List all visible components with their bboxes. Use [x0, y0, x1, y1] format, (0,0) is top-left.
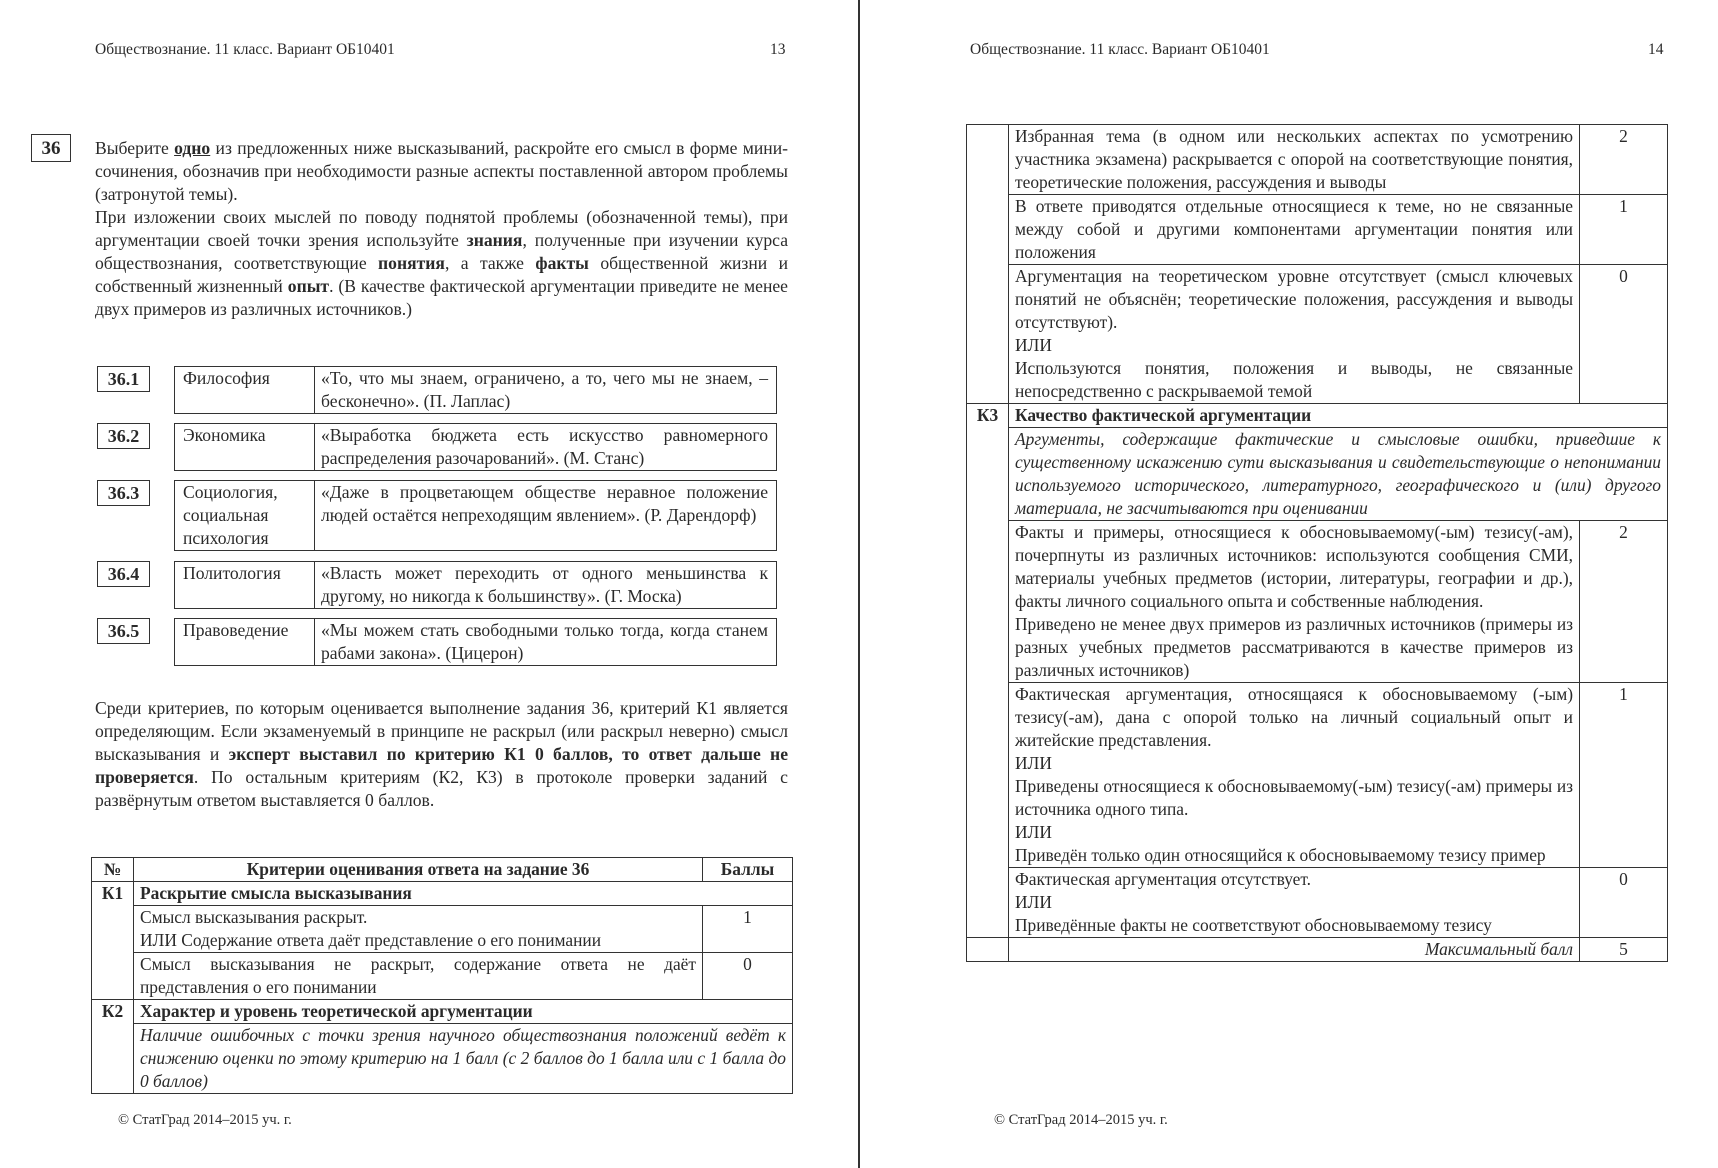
- criteria-intro: Среди критериев, по которым оценивается выполнение задания 36, критерий К1 является определяющим. Если экзаменуемый в принципе не раскрыл (или раскрыл неверно) смысл высказывания и эксперт выставил по критерию К1 0 баллов, то ответ дальше не проверяется. По остальным критериям (К2, К3) в протоколе проверки заданий с развёрнутым ответом выставляется 0 баллов.: [95, 698, 789, 810]
- criterion-score: 0: [703, 953, 793, 1000]
- option-quote: «Выработка бюджета есть искусство равномерного распределения разочарований». (М. Станс): [321, 425, 768, 468]
- criterion-title: Раскрытие смысла высказывания: [134, 882, 793, 906]
- criterion-score: 1: [1580, 683, 1668, 868]
- criterion-score: 1: [703, 906, 793, 953]
- option-quote: «Даже в процветающем обществе неравное положение людей остаётся непреходящим явлением». (Р. Дарендорф): [321, 482, 768, 525]
- col-title-header: Критерии оценивания ответа на задание 36: [134, 858, 703, 882]
- right-page-number: 14: [1648, 41, 1664, 58]
- col-score-header: Баллы: [703, 858, 793, 882]
- criterion-score: 2: [1580, 125, 1668, 195]
- criterion-row: Смысл высказывания не раскрыт, содержание ответа не даёт представления о его понимании: [134, 953, 703, 1000]
- criteria-table-right: [966, 124, 1668, 962]
- criterion-row: Избранная тема (в одном или нескольких аспектах по усмотрению участника экзамена) раскрывается с опорой на соответствующие понятия, теоретические положения, рассуждения и выводы: [1009, 125, 1580, 195]
- criterion-row: Фактическая аргументация отсутствует. ИЛИ Приведённые факты не соответствуют обосновываемому тезису: [1009, 868, 1580, 938]
- option-quote: «То, что мы знаем, ограничено, а то, чего мы не знаем, – бесконечно». (П. Лаплас): [321, 368, 768, 411]
- option-row: [174, 423, 777, 471]
- criterion-row: В ответе приводятся отдельные относящиеся к теме, но не связанные между собой и другими компонентами аргументации понятия или положения: [1009, 195, 1580, 265]
- criterion-row: Фактическая аргументация, относящаяся к обосновываемому (-ым) тезису(-ам), дана с опорой только на личный социальный опыт и житейские представления. ИЛИ Приведены относящиеся к обосновываемому(-ым) тезису(-ам) примеры из источника одного типа. ИЛИ Приведён только один относящийся к обосновываемому тезису пример: [1009, 683, 1580, 868]
- criterion-score: 1: [1580, 195, 1668, 265]
- criterion-row: Аргументация на теоретическом уровне отсутствует (смысл ключевых понятий не объяснён; теоретические положения, рассуждения и выводы отсутствуют). ИЛИ Используются понятия, положения и выводы, не связанные непосредственно с раскрываемой темой: [1009, 265, 1580, 404]
- left-header-title: Обществознание. 11 класс. Вариант ОБ10401: [95, 41, 395, 58]
- option-subject: Политология: [175, 562, 315, 608]
- option-row: [174, 480, 777, 551]
- option-subject: Социология, социальная психология: [175, 481, 315, 550]
- col-num-header: №: [92, 858, 134, 882]
- option-number: 36.3: [97, 480, 150, 506]
- option-quote: «Мы можем стать свободными только тогда, когда станем рабами закона». (Цицерон): [321, 620, 768, 663]
- task-number: 36: [31, 134, 71, 162]
- option-subject: Философия: [175, 367, 315, 413]
- criterion-score: 2: [1580, 521, 1668, 683]
- max-score-value: 5: [1580, 938, 1668, 962]
- criteria-table-left: [91, 857, 793, 1094]
- criterion-row: Смысл высказывания раскрыт. ИЛИ Содержание ответа даёт представление о его понимании: [134, 906, 703, 953]
- option-number: 36.1: [97, 366, 150, 392]
- criterion-title: Характер и уровень теоретической аргументации: [134, 1000, 793, 1024]
- left-footer: © СтатГрад 2014–2015 уч. г.: [118, 1112, 292, 1128]
- option-row: [174, 618, 777, 666]
- option-row: [174, 366, 777, 414]
- criterion-title: Качество фактической аргументации: [1009, 404, 1668, 428]
- task-instructions: Выберите одно из предложенных ниже высказываний, раскройте его смысл в форме мини-сочинения, обозначив при необходимости разные аспекты поставленной автором проблемы (затронутой темы). При изложении своих мыслей по поводу поднятой проблемы (обозначенной темы), при аргументации своей точки зрения используйте знания, полученные при изучении курса обществознания, соответствующие понятия, а также факты общественной жизни и собственный жизненный опыт. (В качестве фактической аргументации приведите не менее двух примеров из различных источников.): [95, 138, 789, 319]
- max-score-label: Максимальный балл: [1009, 938, 1580, 962]
- option-row: [174, 561, 777, 609]
- option-number: 36.2: [97, 423, 150, 449]
- option-number: 36.4: [97, 561, 150, 587]
- right-header-title: Обществознание. 11 класс. Вариант ОБ10401: [970, 41, 1270, 58]
- option-subject: Экономика: [175, 424, 315, 470]
- criterion-code: К2: [92, 1000, 134, 1024]
- option-quote: «Власть может переходить от одного меньшинства к другому, но никогда к большинству». (Г. Моска): [321, 563, 768, 606]
- criterion-row: Факты и примеры, относящиеся к обосновываемому(-ым) тезису(-ам), почерпнуты из различных источников: используются сообщения СМИ, материалы учебных предметов (истории, литературы, географии и др.), факты личного социального опыта и собственные наблюдения. Приведено не менее двух примеров из различных источников (примеры из разных учебных предметов рассматриваются в качестве примеров из различных источников): [1009, 521, 1580, 683]
- right-footer: © СтатГрад 2014–2015 уч. г.: [994, 1112, 1168, 1128]
- criterion-code: К3: [967, 404, 1009, 428]
- criterion-note: Аргументы, содержащие фактические и смысловые ошибки, приведшие к существенному искажению сути высказывания и свидетельствующие о непонимании используемого исторического, литературного, географического и (или) другого материала, не засчитываются при оценивании: [1009, 428, 1668, 521]
- criterion-score: 0: [1580, 265, 1668, 404]
- option-subject: Правоведение: [175, 619, 315, 665]
- option-number: 36.5: [97, 618, 150, 644]
- criterion-code: К1: [92, 882, 134, 906]
- criterion-note: Наличие ошибочных с точки зрения научного обществознания положений ведёт к снижению оценки по этому критерию на 1 балл (с 2 баллов до 1 балла или с 1 балла до 0 баллов): [134, 1024, 793, 1094]
- page-divider: [858, 0, 860, 1168]
- left-page-number: 13: [770, 41, 786, 58]
- criterion-score: 0: [1580, 868, 1668, 938]
